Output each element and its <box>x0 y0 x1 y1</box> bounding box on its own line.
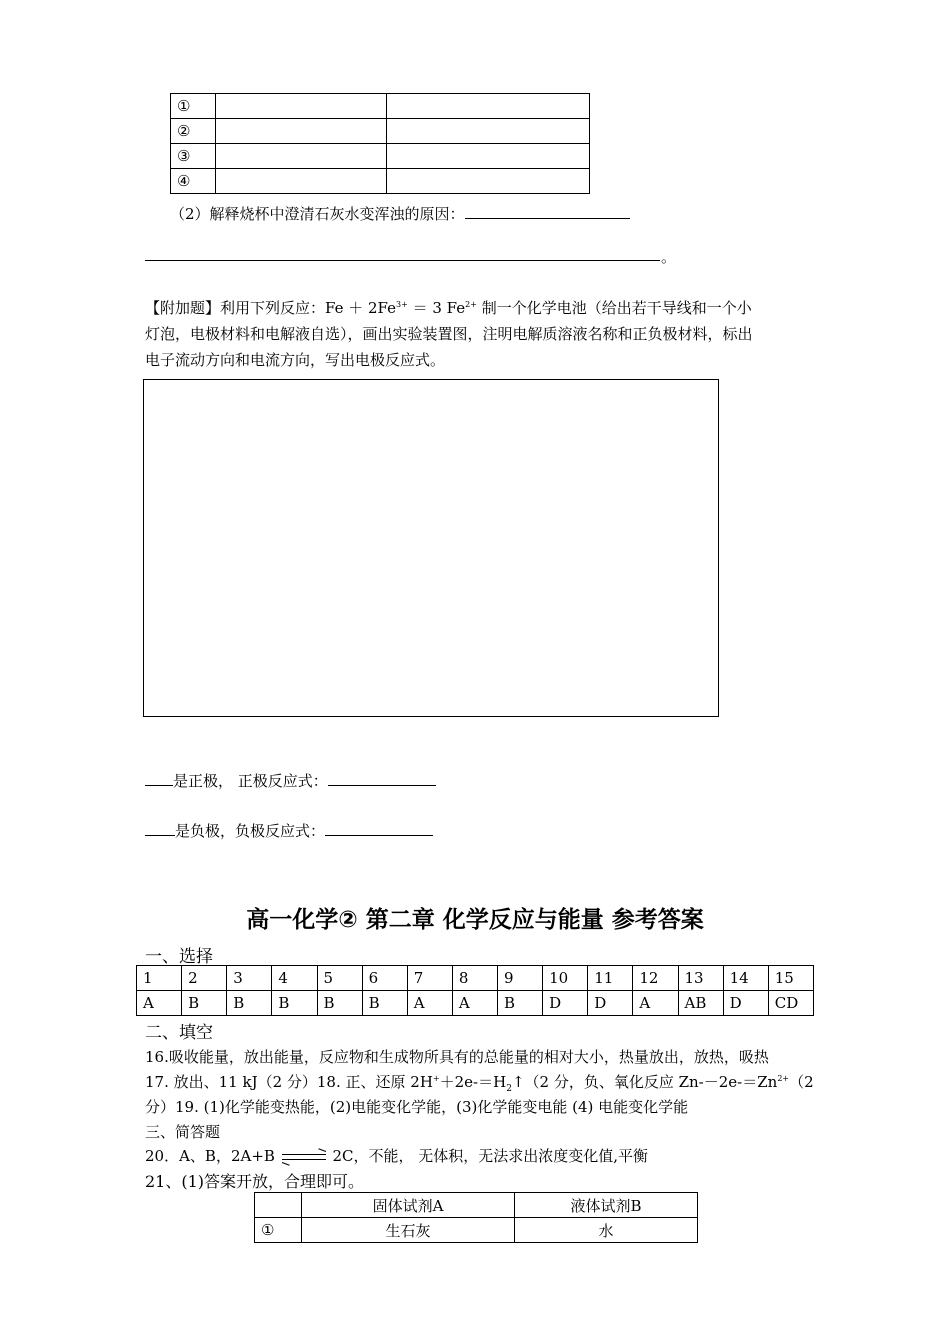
section-heading: 三、简答题 <box>145 1123 221 1141</box>
question-number-cell: 8 <box>452 966 497 991</box>
answer-cell: B <box>227 991 272 1016</box>
table-row <box>137 966 814 991</box>
negative-reaction-blank[interactable] <box>325 835 433 836</box>
answer-cell: AB <box>678 991 723 1016</box>
positive-material-blank[interactable] <box>145 785 173 786</box>
row-number: ④ <box>171 169 216 194</box>
table-row: 固体试剂A 液体试剂B <box>255 1193 698 1218</box>
answer-20: 20．A、B，2A+B 2C，不能， 无体积，无法求出浓度变化值,平衡 <box>145 1147 649 1165</box>
answer-cell: A <box>633 991 678 1016</box>
question-number-cell: 3 <box>227 966 272 991</box>
question-number-cell: 13 <box>678 966 723 991</box>
answer-21: 21、(1)答案开放，合理即可。 <box>145 1172 365 1191</box>
question-number-cell: 15 <box>768 966 813 991</box>
negative-material-blank[interactable] <box>145 835 175 836</box>
answer-cell: B <box>362 991 407 1016</box>
answer-cell: B <box>182 991 227 1016</box>
negative-electrode-line: 是负极，负极反应式： <box>145 820 433 841</box>
reagent-table <box>254 1192 698 1243</box>
section-heading: 一、选择 <box>145 947 213 967</box>
fill-answers: 16.吸收能量，放出能量，反应物和生成物所具有的总能量的相对大小，热量放出，放热，吸热 17. 放出、11 kJ（2 分）18. 正、还原 $2H^++2e-=H_2↑(2$ 分，负、氧化反应 $Zn--2e-=Zn^{2+}(2$ 分）19. (1)化学能变热能，(2)电能变化学能，(3)化学能变电能 (4) 电能变化学能 <box>145 1048 814 1116</box>
question-number-cell: 7 <box>407 966 452 991</box>
positive-reaction-blank[interactable] <box>328 785 436 786</box>
answer-blank[interactable] <box>465 218 630 219</box>
question-number-cell: 10 <box>543 966 588 991</box>
question-number-cell: 5 <box>317 966 362 991</box>
page-title: 高一化学② 第二章 化学反应与能量 参考答案 <box>246 907 704 933</box>
question-number-cell: 4 <box>272 966 317 991</box>
answer-cell: B <box>272 991 317 1016</box>
question-number-cell: 11 <box>588 966 633 991</box>
question-number-cell: 14 <box>723 966 768 991</box>
answer-cell: D <box>543 991 588 1016</box>
answer-cell: CD <box>768 991 813 1016</box>
answer-cell: B <box>498 991 543 1016</box>
question-number-cell: 1 <box>137 966 182 991</box>
answer-cell: B <box>317 991 362 1016</box>
section-heading: 二、填空 <box>145 1023 213 1043</box>
answer-cell: A <box>137 991 182 1016</box>
table-row: ① 生石灰 水 <box>255 1218 698 1243</box>
question-number-cell: 2 <box>182 966 227 991</box>
experiment-table <box>170 93 590 194</box>
answer-cell: A <box>452 991 497 1016</box>
answer-line[interactable] <box>145 260 660 261</box>
answer-cell: D <box>588 991 633 1016</box>
row-number: ① <box>171 94 216 119</box>
answer-cell: A <box>407 991 452 1016</box>
question-number-cell: 6 <box>362 966 407 991</box>
table-row <box>171 94 590 119</box>
extra-question: 【附加题】利用下列反应：$Fe + 2Fe^{3+} = 3$ $Fe^{2+}$ 制一个化学电池（给出若干导线和一个小 灯泡，电极材料和电解液自选），画出实验装置图，注明电解质溶液名称和正负极材料，标出 电子流动方向和电流方向，写出电极反应式。 <box>145 299 753 369</box>
table-row <box>171 169 590 194</box>
drawing-box[interactable] <box>143 379 719 717</box>
reversible-arrow-icon <box>280 1151 328 1163</box>
question-2: （2）解释烧杯中澄清石灰水变浑浊的原因： <box>170 203 630 224</box>
table-row <box>171 144 590 169</box>
question-number-cell: 12 <box>633 966 678 991</box>
row-number: ② <box>171 119 216 144</box>
positive-electrode-line: 是正极， 正极反应式： <box>145 770 436 791</box>
table-row <box>171 119 590 144</box>
row-number: ③ <box>171 144 216 169</box>
answer-cell: D <box>723 991 768 1016</box>
choice-answer-table <box>136 965 814 1016</box>
question-number-cell: 9 <box>498 966 543 991</box>
table-row <box>137 991 814 1016</box>
